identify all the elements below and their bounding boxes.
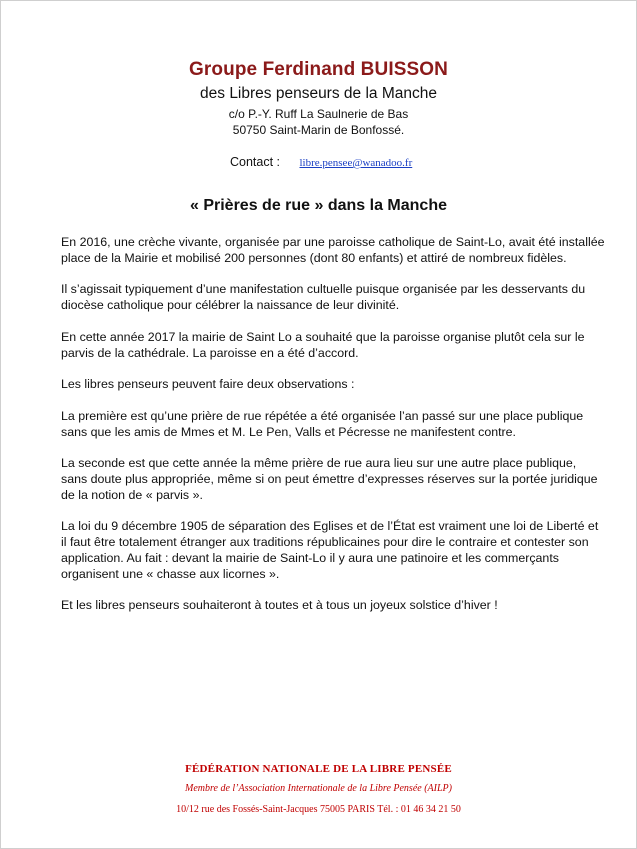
address-line-2: 50750 Saint-Marin de Bonfossé. <box>232 123 405 137</box>
text-line: diocèse catholique pour célébrer la naissance de leur divinité. <box>61 298 400 313</box>
paragraph <box>61 408 584 441</box>
text-line: La seconde est que cette année la même prière de rue aura lieu sur une autre place publique, <box>61 456 577 471</box>
footer-membership: Membre de l’Association Internationale de la Libre Pensée (AILP) <box>185 783 452 794</box>
text-line: La loi du 9 décembre 1905 de séparation des Eglises et de l’État est vraiment une loi de Liberté et <box>61 519 599 534</box>
address-line-1: c/o P.-Y. Ruff La Saulnerie de Bas <box>228 107 409 121</box>
text-line: il faut être totalement étranger aux traditions républicaines pour dire le contraire et contester son <box>61 535 589 550</box>
text-line: En cette année 2017 la mairie de Saint Lo a souhaité que la paroisse organise plutôt cela sur le <box>61 329 585 344</box>
text-line: Il s’agissait typiquement d’une manifestation cultuelle puisque organisée par les desservants du <box>61 282 586 297</box>
footer-address: 10/12 rue des Fossés-Saint-Jacques 75005 PARIS Tél. : 01 46 34 21 50 <box>176 804 461 815</box>
article-title: « Prières de rue » dans la Manche <box>189 197 447 214</box>
paragraph <box>61 282 586 314</box>
text-line: application. Au fait : devant la mairie de Saint-Lo il y aura une patinoire et les commerçants <box>61 550 559 565</box>
text-line: La première est qu’une prière de rue répétée a été organisée l’an passé sur une place publique <box>61 408 584 423</box>
text-line: sans doute plus appropriée, même si on peut émettre d’expresses réserves sur la portée juridique <box>61 471 598 486</box>
org-name: Groupe Ferdinand BUISSON <box>189 59 448 80</box>
paragraph <box>61 598 581 614</box>
contact-label: Contact : <box>230 155 281 169</box>
text-line: Et les libres penseurs souhaiteront à toutes et à tous un joyeux solstice d’hiver ! <box>61 598 498 613</box>
article-body <box>61 235 605 630</box>
contact-email-link[interactable]: libre.pensee@wanadoo.fr <box>299 157 413 169</box>
text-line: En 2016, une crèche vivante, organisée par une paroisse catholique de Saint-Lo, avait été installée <box>61 235 605 249</box>
footer-federation: FÉDÉRATION NATIONALE DE LA LIBRE PENSÉE <box>185 763 452 775</box>
contact-row <box>230 155 412 169</box>
paragraph <box>61 377 581 393</box>
text-line: Les libres penseurs peuvent faire deux observations : <box>61 377 355 392</box>
text-line: place de la Mairie et mobilisé 200 personnes (dont 80 enfants) et attiré de nombreux fidèles. <box>61 250 567 265</box>
text-line: parvis de la cathédrale. La paroisse en a été d’accord. <box>61 345 359 360</box>
paragraph <box>61 519 599 582</box>
text-line: de la notion de « parvis ». <box>61 487 203 502</box>
org-subtitle: des Libres penseurs de la Manche <box>200 85 437 102</box>
text-line: organisent une « chasse aux licornes ». <box>61 566 280 581</box>
paragraph <box>61 329 585 362</box>
paragraph <box>61 456 598 503</box>
paragraph <box>61 235 605 267</box>
text-line: sans que les amis de Mmes et M. Le Pen, Valls et Pécresse ne manifestent contre. <box>61 424 516 439</box>
